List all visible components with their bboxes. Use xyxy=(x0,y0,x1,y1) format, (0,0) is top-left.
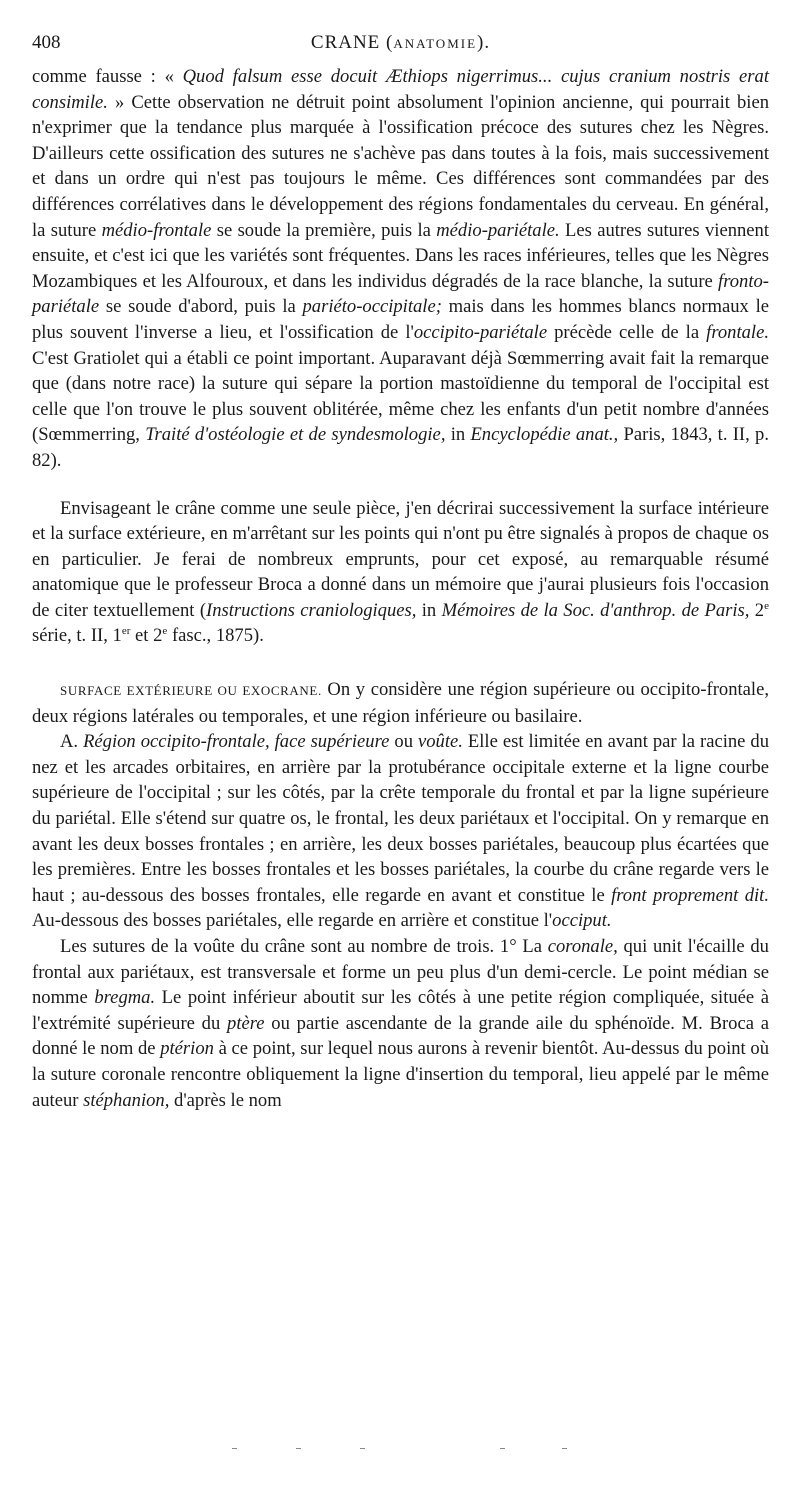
term-occipito-parietale: occipito-pariétale xyxy=(413,321,548,343)
superscript: e xyxy=(162,625,168,638)
citation-title: Encyclopédie anat., xyxy=(470,424,619,446)
text-run: in xyxy=(416,599,442,621)
book-page xyxy=(32,28,769,1113)
text-run: d'après le nom xyxy=(169,1089,282,1111)
text-run: On y considère une région supérieure ou occipito-frontale, deux régions latérales ou temporales, et une région inférieure ou basilaire. xyxy=(32,679,769,727)
term-frontale: frontale. xyxy=(706,321,769,343)
citation-title: Mémoires de la Soc. d'anthrop. de Paris, xyxy=(441,599,750,621)
text-run: comme fausse : « xyxy=(32,66,183,87)
text-run: qui unit l'écaille du frontal aux pariétaux, est transversale et forme un peu plus d'un demi-cercle. Le point médian se nomme xyxy=(32,936,769,1009)
page-number: 408 xyxy=(32,32,61,53)
text-run: et 2 xyxy=(130,625,163,647)
paragraph-surface-exterieure xyxy=(32,677,769,729)
section-heading: SURFACE EXTÉRIEURE OU EXOCRANE. xyxy=(60,683,322,699)
term-coronale: coronale, xyxy=(547,936,618,957)
text-run: Le point inférieur aboutit sur les côtés à une petite région compliquée, située à l'extrémité supérieure du xyxy=(32,987,769,1034)
scan-marks xyxy=(0,1446,800,1454)
scan-mark xyxy=(296,1448,301,1449)
text-run: in xyxy=(445,424,471,446)
text-run: 2 xyxy=(749,599,765,621)
term-occiput: occiput. xyxy=(552,910,612,932)
running-head xyxy=(32,32,769,54)
subsection-title: voûte. xyxy=(418,731,463,753)
superscript: e xyxy=(764,599,769,612)
page-header xyxy=(32,28,769,64)
text-run: » Cette observation ne détruit point absolument l'opinion ancienne, qui pourrait bien n'exprimer que la tendance plus marquée à l'ossification précoce des sutures chez les Nègres. D'ailleurs cette ossification des sutures ne s'achève pas dans toutes à la fois, mais successivement et dans un ordre qui n'est pas toujours le même. Ces différences sont commandées par des différences corrélatives dans le développement des régions fondamentales du cerveau. En général, la suture xyxy=(32,91,769,241)
text-run: Les sutures de la voûte du crâne sont au nombre de trois. 1° La xyxy=(60,936,548,957)
text-run: se soude d'abord, puis la xyxy=(99,296,303,318)
term-fronto-parietale: fronto-pariétale xyxy=(32,270,769,318)
scan-mark xyxy=(500,1448,505,1449)
running-head-small: ANATOMIE xyxy=(393,36,478,51)
paragraph-sutures-voute xyxy=(32,934,769,1113)
text-run: à ce point, sur lequel nous aurons à revenir bientôt. Au-dessus du point où la suture coronale rencontre obliquement la ligne d'insertion du temporal, lieu appelé par le même auteur xyxy=(32,1038,770,1111)
paragraph-region-occipito-frontale xyxy=(32,729,769,934)
text-run: se soude la première, puis la xyxy=(211,219,437,241)
term-parieto-occipitale: pariéto-occipitale; xyxy=(302,296,442,318)
text-run: ou xyxy=(389,731,418,753)
superscript: er xyxy=(121,625,131,638)
term-medio-parietale: médio-pariétale. xyxy=(436,219,560,241)
text-run: C'est Gratiolet qui a établi ce point important. Auparavant déjà Sœmmerring avait fait la remarque que (dans notre race) la suture qui sépare la portion mastoïdienne du temporal de l'occipital est celle que l'on trouve le plus souvent oblitérée, même chez les enfants d'un petit nombre d'années (Sœmmerring, xyxy=(32,347,769,446)
term-stephanion: stéphanion, xyxy=(83,1089,170,1111)
scan-mark xyxy=(562,1448,567,1449)
term-pterion: ptérion xyxy=(160,1038,214,1060)
text-run: Les autres sutures viennent ensuite, et c'est ici que les variétés sont fréquentes. Dans les races inférieures, telles que les Nègres Mozambiques et les Alfouroux, et dans les individus dégradés de la race blanche, la suture xyxy=(32,219,770,292)
scan-mark xyxy=(232,1448,237,1449)
text-run: mais dans les hommes blancs normaux le plus souvent l'inverse a lieu, et l'ossification de l' xyxy=(32,296,769,343)
term-front: front proprement dit. xyxy=(611,884,769,906)
text-run: ou partie ascendante de la grande aile du sphénoïde. M. Broca a donné le nom de xyxy=(32,1012,769,1060)
latin-quote: Quod falsum esse docuit Æthiops nigerrimus... cujus cranium nostris erat consimile. xyxy=(32,66,769,113)
text-run: Au-dessous des bosses pariétales, elle regarde en arrière et constitue l' xyxy=(32,910,553,932)
paragraph-sutures-ossification xyxy=(32,64,769,474)
text-run: Elle est limitée en avant par la racine du nez et les arcades orbitaires, en arrière par la protubérance occipitale externe et la ligne courbe supérieure de l'occipital ; sur les côtés, par la crête temporale du frontal et par la ligne supérieure du pariétal. Elle s'étend sur quatre os, le frontal, les deux pariétaux et l'occipital. On y remarque en avant les deux bosses frontales ; en arrière, les deux bosses pariétales, beaucoup plus écartées que les premières. Entre les bosses frontales et les bosses pariétales, la courbe du crâne regarde vers le haut ; au-dessous des bosses frontales, elle regarde en avant et constitue le xyxy=(32,731,769,906)
running-head-close: ). xyxy=(477,32,491,53)
text-run: Envisageant le crâne comme une seule pièce, j'en décrirai successivement la surface intérieure et la surface extérieure, en m'arrêtant sur les points qui n'ont pu être signalés à propos de chaque os en particulier. Je ferai de nombreux emprunts, pour cet exposé, au remarquable résumé anatomique que le professeur Broca a donné dans un mémoire que j'aurai plusieurs fois l'occasion de citer textuellement ( xyxy=(32,497,769,621)
text-run: Paris, 1843, t. II, p. 82). xyxy=(32,424,769,471)
text-run: fasc., 1875). xyxy=(167,625,264,647)
text-run: série, t. II, 1 xyxy=(32,625,122,647)
paragraph-crane-piece xyxy=(32,496,769,650)
citation-title: Instructions craniologiques, xyxy=(206,599,417,621)
citation-title: Traité d'ostéologie et de syndesmologie, xyxy=(145,424,446,446)
text-run: A. xyxy=(60,731,84,753)
term-bregma: bregma. xyxy=(94,987,156,1009)
text-run: précède celle de la xyxy=(547,321,707,343)
running-head-main: CRANE ( xyxy=(310,32,394,53)
term-medio-frontale: médio-frontale xyxy=(101,219,212,241)
subsection-title: Région occipito-frontale, face supérieure xyxy=(83,731,390,753)
term-ptere: ptère xyxy=(227,1012,265,1034)
scan-mark xyxy=(360,1448,365,1449)
